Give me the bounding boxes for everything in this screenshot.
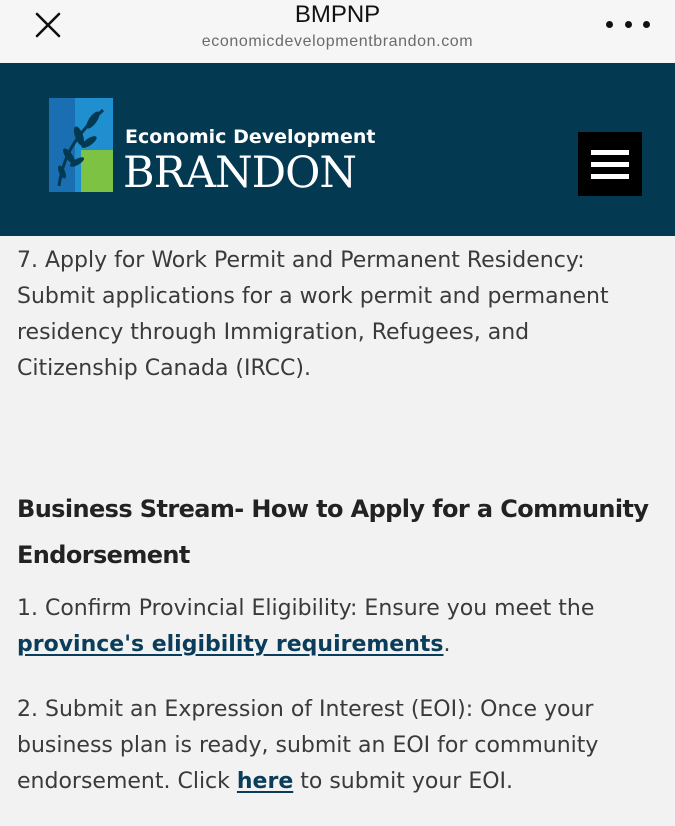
site-header [0, 63, 675, 236]
section-heading: Business Stream- How to Apply for a Community Endorsement [17, 495, 649, 569]
submit-eoi-link[interactable]: here [236, 769, 294, 794]
step-1-text [17, 591, 642, 663]
logo-leaf-icon[interactable] [49, 98, 113, 192]
step-2-text [17, 692, 642, 800]
more-dots-icon[interactable] [606, 14, 650, 34]
step-7-text: 7. Apply for Work Permit and Permanent Residency: Submit applications for a work permit and permanent residency through Immigration, Refugees, and Citizenship Canada (IRCC). [17, 248, 609, 381]
eligibility-requirements-link[interactable]: province's eligibility requirements [17, 632, 444, 657]
step-2-prefix: 2. Submit an Expression of Interest (EOI): Once your business plan is ready, submit an EOI for community endorsement. Click [17, 697, 599, 794]
step-1-prefix: 1. Confirm Provincial Eligibility: Ensure you meet the [17, 596, 595, 621]
logo-text-line1: Economic Development [125, 126, 376, 148]
page-title: BMPNP [294, 1, 381, 28]
browser-top-bar [0, 0, 675, 63]
step-2-suffix: to submit your EOI. [293, 769, 514, 794]
step-1-suffix: . [443, 632, 451, 657]
hamburger-menu-icon[interactable] [578, 132, 642, 196]
page-url: economicdevelopmentbrandon.com [201, 33, 474, 50]
logo-text-line2: BRANDON [123, 148, 357, 198]
